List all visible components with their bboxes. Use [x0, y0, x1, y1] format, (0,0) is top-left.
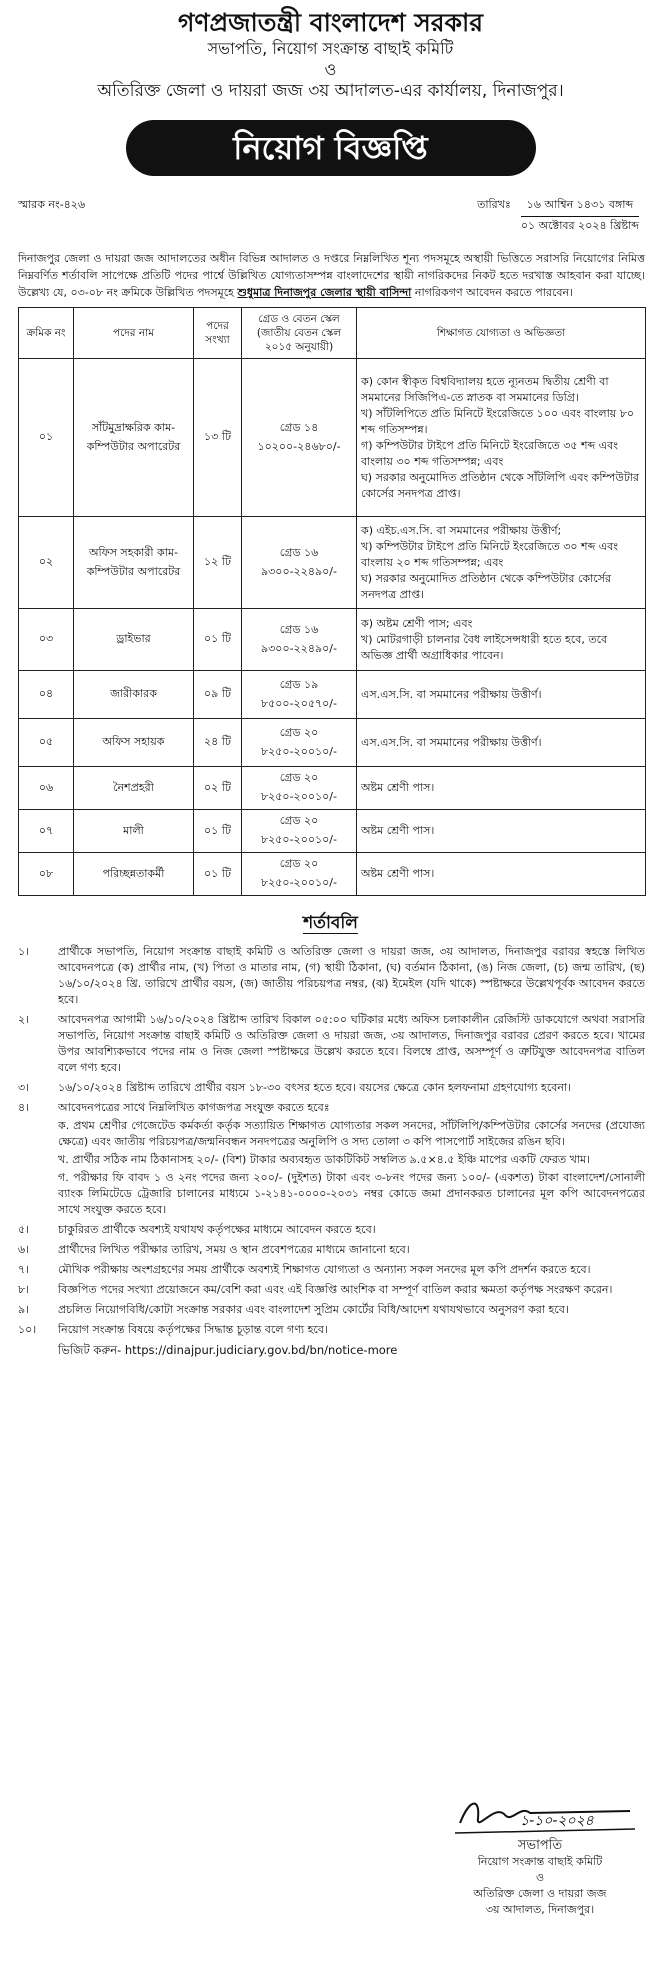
term-text-block — [58, 1242, 645, 1258]
table-row — [19, 853, 646, 896]
date-bengali: ১৬ আশ্বিন ১৪৩১ বঙ্গাব্দ — [521, 196, 639, 217]
cell-serial: ০২ — [19, 517, 74, 609]
office-title: অতিরিক্ত জেলা ও দায়রা জজ ৩য় আদালত-এর কার্যালয়, দিনাজপুর। — [97, 81, 564, 101]
table-header-row — [19, 308, 646, 359]
cell-post-name: অফিস সহায়ক — [74, 719, 194, 767]
cell-post-count: ১৩ টি — [194, 359, 242, 517]
cell-grade — [242, 359, 357, 517]
cell-grade — [242, 671, 357, 719]
pay-scale: ৮২৫০-২০০১০/- — [261, 790, 337, 803]
cell-grade — [242, 767, 357, 810]
cell-qualification — [357, 853, 646, 896]
term-text-block — [58, 1262, 645, 1278]
grade-label: গ্রেড ১৯ — [279, 677, 319, 691]
cell-post-name: নৈশপ্রহরী — [74, 767, 194, 810]
term-number: ৪। — [18, 1101, 30, 1114]
table-row — [19, 609, 646, 671]
term-number: ১। — [18, 945, 30, 958]
cell-grade — [242, 719, 357, 767]
grade-label: গ্রেড ২০ — [279, 725, 319, 739]
term-number: ৭। — [18, 1263, 30, 1276]
table-row — [19, 719, 646, 767]
term-text-block — [58, 1322, 645, 1338]
intro-highlight: শুধুমাত্র দিনাজপুর জেলার স্থায়ী বাসিন্দা — [237, 286, 412, 299]
term-text-block — [58, 1012, 645, 1076]
date-label: তারিখঃ — [477, 198, 511, 211]
notice-page — [0, 8, 661, 1962]
cell-post-name: ড্রাইভার — [74, 609, 194, 671]
cell-serial: ০৮ — [19, 853, 74, 896]
cell-post-count: ১২ টি — [194, 517, 242, 609]
qualification-line: এস.এস.সি. বা সমমানের পরীক্ষায় উত্তীর্ণ। — [361, 687, 542, 701]
header-post-name: পদের নাম — [74, 308, 194, 359]
term-number: ৮। — [18, 1283, 30, 1296]
term-item — [18, 1012, 645, 1076]
term-text: প্রার্থীদের লিখিত পরীক্ষার তারিখ, সময় ও স্থান প্রবেশপত্রের মাধ্যমে জানানো হবে। — [58, 1243, 410, 1256]
pay-scale: ৯৩০০-২২৪৯০/- — [261, 564, 337, 578]
vacancy-table — [18, 307, 646, 896]
cell-grade — [242, 517, 357, 609]
cell-post-count: ০১ টি — [194, 810, 242, 853]
cell-qualification — [357, 810, 646, 853]
signature-scribble — [450, 1793, 640, 1843]
cell-qualification — [357, 609, 646, 671]
header-serial: ক্রমিক নং — [19, 308, 74, 359]
cell-qualification — [357, 517, 646, 609]
term-text-block — [58, 1080, 645, 1096]
term-text: ১৬/১০/২০২৪ খ্রিষ্টাব্দ তারিখে প্রার্থীর বয়স ১৮-৩০ বৎসর হতে হবে। বয়সের ক্ষেত্রে কোন হলফনামা গ্রহণযোগ্য হবেনা। — [58, 1081, 572, 1094]
term-item — [18, 1100, 645, 1218]
intro-text: দিনাজপুর জেলা ও দায়রা জজ আদালতের অধীন বিভিন্ন আদালত ও দপ্তরে নিম্নলিখিত শূন্য পদসমূহে অস্থায়ী ভিত্তিতে সরাসরি নিয়োগের নিমিত্ত নিম্নবর্ণিত শর্তাবলি সাপেক্ষে প্রতিটি পদের পার্শ্বে উল্লিখিত যোগ্যতাসম্পন্ন বাংলাদেশের স্থায়ী নাগরিকদের নিকট হতে দরখাস্ত আহবান করা যাচ্ছে। উল্লেখ্য যে, ০৩-০৮ নং ক্রমিকে উল্লিখিত পদসমূহে — [18, 252, 645, 299]
term-text: আবেদনপত্র আগামী ১৬/১০/২০২৪ খ্রিষ্টাব্দ তারিখ বিকাল ০৫:০০ ঘটিকার মধ্যে অফিস চলাকালীন রেজিস্টি ডাকযোগে অথবা সরাসরি সভাপতি, নিয়োগ সংক্রান্ত বাছাই কমিটি ও অতিরিক্ত জেলা ও দায়রা জজ, ৩য় আদালত, দিনাজপুর বরাবর প্রেরণ করতে হবে। খামের উপর আবশ্যিকভাবে পদের নাম ও নিজ জেলা স্পষ্টাক্ষরে উল্লেখ করতে হবে। বিলম্বে প্রাপ্ত, অসম্পূর্ণ ও ত্রুটিযুক্ত আবেদনপত্র বাতিল বলে গণ্য হবে। — [58, 1013, 645, 1074]
term-text: নিয়োগ সংক্রান্ত বিষয়ে কর্তৃপক্ষের সিদ্ধান্ত চূড়ান্ত বলে গণ্য হবে। — [58, 1323, 328, 1336]
qualification-line: খ) সাঁটলিপিতে প্রতি মিনিটে ইংরেজিতে ১০০ এবং বাংলায় ৮০ শব্দ গতিসম্পন্ন। — [361, 406, 635, 436]
term-number: ২। — [18, 1013, 30, 1026]
header-qualification: শিক্ষাগত যোগ্যতা ও অভিজ্ঞতা — [357, 308, 646, 359]
cell-serial: ০১ — [19, 359, 74, 517]
cell-grade — [242, 609, 357, 671]
term-number: ৬। — [18, 1243, 30, 1256]
signatory-and: ও — [535, 1871, 545, 1884]
cell-post-count: ০১ টি — [194, 609, 242, 671]
notice-banner: নিয়োগ বিজ্ঞপ্তি — [126, 120, 536, 176]
date-english: ০১ অক্টোবর ২০২৪ খ্রিষ্টাব্দ — [520, 219, 639, 232]
grade-label: গ্রেড ২০ — [279, 771, 319, 784]
committee-title: সভাপতি, নিয়োগ সংক্রান্ত বাছাই কমিটি — [207, 39, 454, 58]
government-title: গণপ্রজাতন্ত্রী বাংলাদেশ সরকার — [178, 8, 483, 37]
cell-serial: ০৩ — [19, 609, 74, 671]
cell-post-count: ২৪ টি — [194, 719, 242, 767]
table-row — [19, 517, 646, 609]
cell-post-name: মালী — [74, 810, 194, 853]
cell-serial: ০৪ — [19, 671, 74, 719]
qualification-line: ক) কোন স্বীকৃত বিশ্ববিদ্যালয় হতে ন্যূনতম দ্বিতীয় শ্রেণী বা সমমানের সিজিপিএ-তে স্নাতক বা সমমানের ডিগ্রি। — [361, 374, 609, 404]
cell-post-name: জারীকারক — [74, 671, 194, 719]
signature-date: ১-১০-২০২৪ — [520, 1813, 594, 1829]
cell-post-name: অফিস সহকারী কাম- কম্পিউটার অপারেটর — [74, 517, 194, 609]
qualification-line: ক) অষ্টম শ্রেণী পাস; এবং — [361, 616, 473, 630]
term-text-block — [58, 1222, 645, 1238]
qualification-line: অষ্টম শ্রেণী পাস। — [361, 781, 435, 794]
signatory-title: সভাপতি — [517, 1838, 563, 1853]
term-number: ৫। — [18, 1223, 30, 1236]
cell-qualification — [357, 359, 646, 517]
term-item — [18, 1080, 645, 1096]
memo-ref: স্মারক নং-৪২৬ — [18, 198, 86, 211]
term-text: প্রচলিত নিয়োগবিধি/কোটা সংক্রান্ত সরকার এবং বাংলাদেশ সুপ্রিম কোর্টের বিধি/আদেশ যথাযথভাবে অনুসরণ করা হবে। — [58, 1303, 569, 1316]
term-sub-item: ক. প্রথম শ্রেণীর গেজেটেড কর্মকর্তা কর্তৃক সত্যায়িত শিক্ষাগত যোগ্যতার সকল সনদের, সাঁটলিপি/কম্পিউটার কোর্সের সনদের (প্রযোজ্য ক্ষেত্রে) এবং জাতীয় পরিচয়পত্র/জন্মনিবন্ধন সনদপত্রের অনুলিপি ও সদ্য তোলা ৩ কপি পাসপোর্ট সাইজের রঙিন ছবি। — [58, 1119, 645, 1148]
grade-label: গ্রেড ২০ — [279, 857, 319, 870]
conjunction: ও — [324, 60, 337, 79]
qualification-line: ঘ) সরকার অনুমোদিত প্রতিষ্ঠান থেকে কম্পিউটার কোর্সের সনদপত্র প্রাপ্ত। — [361, 571, 612, 601]
term-text: প্রার্থীকে সভাপতি, নিয়োগ সংক্রান্ত বাছাই কমিটি ও অতিরিক্ত জেলা ও দায়রা জজ, ৩য় আদালত, দিনাজপুর বরাবর স্বহস্তে লিখিত আবেদনপত্রে (ক) প্রার্থীর নাম, (খ) পিতা ও মাতার নাম, (গ) স্থায়ী ঠিকানা, (ঘ) বর্তমান ঠিকানা, (ঙ) নিজ জেলা, (চ) জন্ম তারিখ, (ছ) ১৬/১০/২০২৪ খ্রি. তারিখে প্রার্থীর বয়স, (জ) জাতীয় পরিচয়পত্র নম্বর, (ঝ) ইমেইল (যদি থাকে) স্পষ্টাক্ষরে উল্লেখপূর্বক আবেদন করতে হবে। — [58, 945, 645, 1006]
table-row — [19, 359, 646, 517]
qualification-line: খ) মোটরগাড়ী চালনার বৈধ লাইসেন্সধারী হতে হবে, তবে অভিজ্ঞ প্রার্থী অগ্রাধিকার পাবেন। — [361, 632, 608, 662]
term-item — [18, 1282, 645, 1298]
cell-qualification — [357, 767, 646, 810]
table-row — [19, 810, 646, 853]
term-text: আবেদনপত্রের সাথে নিম্নলিখিত কাগজপত্র সংযুক্ত করতে হবেঃ — [58, 1101, 330, 1114]
terms-list — [18, 944, 645, 1338]
term-text-block — [58, 1302, 645, 1318]
grade-label: গ্রেড ২০ — [279, 814, 319, 827]
cell-serial: ০৬ — [19, 767, 74, 810]
cell-post-name: সাঁটমুদ্রাক্ষরিক কাম- কম্পিউটার অপারেটর — [74, 359, 194, 517]
pay-scale: ১০২০০-২৪৬৮০/- — [257, 439, 341, 453]
term-item — [18, 1302, 645, 1318]
term-sub-item: গ. পরীক্ষার ফি বাবদ ১ ও ২নং পদের জন্য ২০০/- (দুইশত) টাকা এবং ৩-৮নং পদের জন্য ১০০/- (একশত) টাকা বাংলাদেশ/সোনালী ব্যাংক লিমিটেডে ট্রেজারি চালানের মাধ্যমে ১-২১৪১-০০০০-২০৩১ নম্বর কোডে জমা প্রদানকরত চালানের মূল কপি আবেদনপত্রের সাথে সংযুক্ত করতে হবে। — [58, 1171, 645, 1216]
header-grade: গ্রেড ও বেতন স্কেল (জাতীয় বেতন স্কেল ২০১৫ অনুযায়ী) — [242, 308, 357, 359]
header-post-count: পদের সংখ্যা — [194, 308, 242, 359]
term-text: বিজ্ঞপিত পদের সংখ্যা প্রয়োজনে কম/বেশি করা এবং এই বিজ্ঞপ্তি আংশিক বা সম্পূর্ণ বাতিল করার ক্ষমতা কর্তৃপক্ষ সংরক্ষণ করেন। — [58, 1283, 613, 1296]
table-row — [19, 767, 646, 810]
signature-block — [440, 1838, 640, 1918]
cell-grade — [242, 810, 357, 853]
letterhead — [0, 8, 661, 176]
term-item — [18, 944, 645, 1008]
cell-qualification — [357, 671, 646, 719]
signatory-line2: অতিরিক্ত জেলা ও দায়রা জজ — [473, 1887, 607, 1900]
pay-scale: ৮৫০০-২০৫৭০/- — [261, 696, 337, 710]
term-number: ১০। — [18, 1323, 37, 1336]
term-item — [18, 1322, 645, 1338]
website-link[interactable]: ভিজিট করুন- https://dinajpur.judiciary.gov.bd/bn/notice-more — [58, 1343, 398, 1357]
term-text-block — [58, 944, 645, 1008]
cell-post-count: ০২ টি — [194, 767, 242, 810]
qualification-line: অষ্টম শ্রেণী পাস। — [361, 824, 435, 837]
pay-scale: ৯৩০০-২২৪৯০/- — [261, 641, 337, 655]
pay-scale: ৮২৫০-২০০১০/- — [261, 744, 337, 758]
term-text: মৌখিক পরীক্ষায় অংশগ্রহণের সময় প্রার্থীকে অবশ্যই শিক্ষাগত যোগ্যতা ও অন্যান্য সকল সনদের মূল কপি প্রদর্শন করতে হবে। — [58, 1263, 591, 1276]
qualification-line: খ) কম্পিউটার টাইপে প্রতি মিনিটে ইংরেজিতে ৩০ শব্দ এবং বাংলায় ২০ শব্দ গতিসম্পন্ন; এবং — [361, 539, 619, 569]
table-row — [19, 671, 646, 719]
grade-label: গ্রেড ১৬ — [279, 622, 319, 636]
date-block — [521, 196, 639, 236]
grade-label: গ্রেড ১৪ — [279, 420, 319, 434]
term-number: ৯। — [18, 1303, 30, 1316]
term-text-block — [58, 1100, 645, 1218]
cell-serial: ০৭ — [19, 810, 74, 853]
qualification-line: ক) এইচ.এস.সি. বা সমমানের পরীক্ষায় উত্তীর্ণ; — [361, 523, 562, 537]
cell-post-count: ০৯ টি — [194, 671, 242, 719]
terms-title: শর্তাবলি — [303, 913, 358, 933]
cell-grade — [242, 853, 357, 896]
intro-paragraph — [18, 250, 645, 301]
qualification-line: অষ্টম শ্রেণী পাস। — [361, 867, 435, 880]
term-number: ৩। — [18, 1081, 30, 1094]
pay-scale: ৮২৫০-২০০১০/- — [261, 876, 337, 889]
pay-scale: ৮২৫০-২০০১০/- — [261, 833, 337, 846]
signatory-line1: নিয়োগ সংক্রান্ত বাছাই কমিটি — [477, 1855, 603, 1868]
term-item — [18, 1222, 645, 1238]
qualification-line: ঘ) সরকার অনুমোদিত প্রতিষ্ঠান থেকে সাঁটলিপি এবং কম্পিউটার কোর্সের সনদপত্র প্রাপ্ত। — [361, 470, 640, 500]
term-item — [18, 1242, 645, 1258]
cell-qualification — [357, 719, 646, 767]
qualification-line: গ) কম্পিউটার টাইপে প্রতি মিনিটে ইংরেজিতে ৩৫ শব্দ এবং বাংলায় ৩০ শব্দ গতিসম্পন্ন; এবং — [361, 438, 618, 468]
term-sub-item: খ. প্রার্থীর সঠিক নাম ঠিকানাসহ ২০/- (বিশ) টাকার অব্যবহৃত ডাকটিকিট সম্বলিত ৯.৫×৪.৫ ইঞ্চি মাপের একটি ফেরত খাম। — [58, 1153, 591, 1166]
memo-line — [18, 196, 639, 236]
qualification-line: এস.এস.সি. বা সমমানের পরীক্ষায় উত্তীর্ণ। — [361, 735, 542, 749]
signatory-line3: ৩য় আদালত, দিনাজপুর। — [485, 1903, 595, 1916]
term-text: চাকুরিরত প্রার্থীকে অবশ্যই যথাযথ কর্তৃপক্ষের মাধ্যমে আবেদন করতে হবে। — [58, 1223, 376, 1236]
intro-tail: নাগরিকগণ আবেদন করতে পারবেন। — [411, 286, 573, 299]
cell-post-count: ০১ টি — [194, 853, 242, 896]
term-item — [18, 1262, 645, 1278]
grade-label: গ্রেড ১৬ — [279, 545, 319, 559]
cell-serial: ০৫ — [19, 719, 74, 767]
term-text-block — [58, 1282, 645, 1298]
cell-post-name: পরিচ্ছন্নতাকর্মী — [74, 853, 194, 896]
